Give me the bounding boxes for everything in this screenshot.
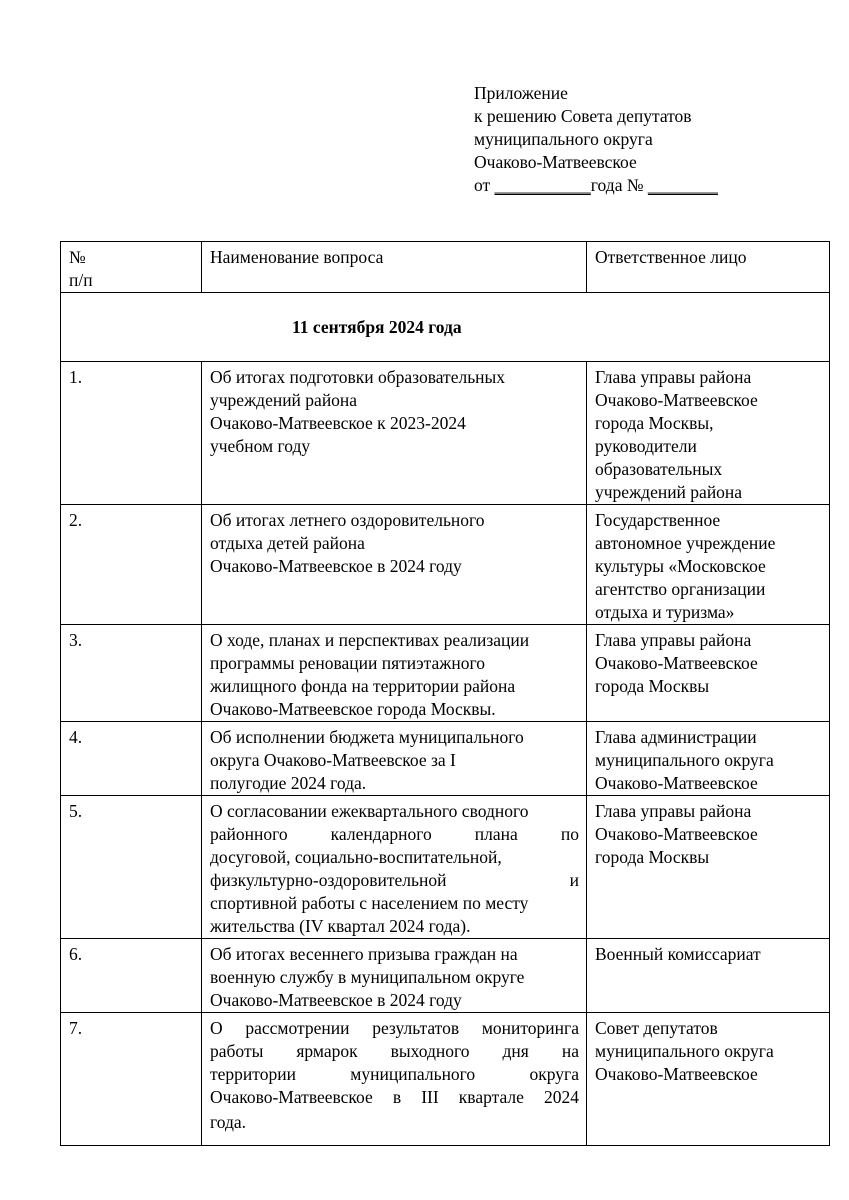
row-responsible xyxy=(587,796,830,939)
table-row xyxy=(61,722,830,796)
question-line: программы реновации пятиэтажного xyxy=(210,653,486,673)
responsible-line: Очаково-Матвеевское xyxy=(595,653,758,673)
responsible-line: учреждений района xyxy=(595,482,743,502)
meeting-date: 11 сентября 2024 года xyxy=(61,293,830,362)
appendix-title: Приложение xyxy=(474,83,568,103)
responsible-line: руководители xyxy=(595,436,697,456)
row-question xyxy=(202,505,587,625)
responsible-line: Военный комиссариат xyxy=(595,944,761,964)
responsible-line: Государственное xyxy=(595,510,721,530)
row-question xyxy=(202,722,587,796)
header-num-line: п/п xyxy=(69,270,93,290)
header-num-line: № xyxy=(69,247,86,267)
question-line: Очаково-Матвеевское к 2023-2024 xyxy=(210,413,466,433)
question-line: Об итогах весеннего призыва граждан на xyxy=(210,944,518,964)
responsible-line: Глава управы района xyxy=(595,367,752,387)
header-num xyxy=(61,242,202,293)
number-blank: ________ xyxy=(647,175,718,195)
question-line: Об исполнении бюджета муниципального xyxy=(210,727,524,747)
header-responsible: Ответственное лицо xyxy=(587,242,830,293)
table-row xyxy=(61,625,830,722)
question-line: военную службу в муниципальном округе xyxy=(210,967,525,987)
from-label: от xyxy=(474,175,495,195)
responsible-line: Очаково-Матвеевское xyxy=(595,1064,758,1084)
row-responsible xyxy=(587,1013,830,1146)
appendix-line: муниципального округа xyxy=(474,129,653,149)
responsible-line: города Москвы xyxy=(595,847,710,867)
row-number: 3. xyxy=(61,625,202,722)
question-line: жительства (IV квартал 2024 года). xyxy=(210,916,471,936)
row-question xyxy=(202,939,587,1013)
question-line: Об итогах подготовки образовательных xyxy=(210,367,506,387)
responsible-line: Очаково-Матвеевское xyxy=(595,824,758,844)
table-row xyxy=(61,939,830,1013)
date-row xyxy=(61,293,830,362)
responsible-line: Очаково-Матвеевское xyxy=(595,773,758,793)
date-blank: ___________ xyxy=(494,175,591,195)
responsible-line: агентство организации xyxy=(595,579,766,599)
row-question xyxy=(202,362,587,505)
row-question xyxy=(202,625,587,722)
question-line: досуговой, социально-воспитательной, xyxy=(210,847,502,867)
responsible-line: отдыха и туризма» xyxy=(595,602,735,622)
row-number: 5. xyxy=(61,796,202,939)
responsible-line: образовательных xyxy=(595,459,723,479)
question-line: года. xyxy=(210,1112,247,1132)
question-line: учебном году xyxy=(210,436,311,456)
question-line: территории муниципального округа xyxy=(210,1064,579,1084)
table-header-row xyxy=(61,242,830,293)
row-question xyxy=(202,796,587,939)
responsible-line: Совет депутатов xyxy=(595,1018,718,1038)
question-line: Очаково-Матвеевское в 2024 году xyxy=(210,556,462,576)
row-number: 2. xyxy=(61,505,202,625)
appendix-line: Очаково-Матвеевское xyxy=(474,152,637,172)
question-line: отдыха детей района xyxy=(210,533,365,553)
header-question: Наименование вопроса xyxy=(202,242,587,293)
question-line: спортивной работы с населением по месту xyxy=(210,893,529,913)
question-line: полугодие 2024 года. xyxy=(210,773,367,793)
question-line: физкультурно-оздоровительной и xyxy=(210,870,579,890)
appendix-line: к решению Совета депутатов xyxy=(474,106,692,126)
row-number: 4. xyxy=(61,722,202,796)
question-line: О рассмотрении результатов мониторинга xyxy=(210,1018,579,1038)
row-responsible xyxy=(587,722,830,796)
question-line: работы ярмарок выходного дня на xyxy=(210,1041,579,1061)
row-responsible xyxy=(587,505,830,625)
table-row xyxy=(61,505,830,625)
row-question xyxy=(202,1013,587,1146)
question-line: учреждений района xyxy=(210,390,358,410)
responsible-line: Глава управы района xyxy=(595,630,752,650)
responsible-line: муниципального округа xyxy=(595,1041,774,1061)
responsible-line: автономное учреждение xyxy=(595,533,776,553)
appendix-header xyxy=(474,82,814,197)
row-number: 7. xyxy=(61,1013,202,1146)
question-line: Очаково-Матвеевское в 2024 году xyxy=(210,990,462,1010)
table-row xyxy=(61,1013,830,1146)
question-line: О согласовании ежеквартального сводного xyxy=(210,801,529,821)
question-line: Об итогах летнего оздоровительного xyxy=(210,510,485,530)
agenda-table xyxy=(60,241,830,1146)
responsible-line: культуры «Московское xyxy=(595,556,766,576)
question-line: районного календарного плана по xyxy=(210,824,579,844)
appendix-date-line xyxy=(474,174,814,197)
responsible-line: Глава управы района xyxy=(595,801,752,821)
responsible-line: Очаково-Матвеевское xyxy=(595,390,758,410)
question-line: округа Очаково-Матвеевское за I xyxy=(210,750,456,770)
responsible-line: города Москвы xyxy=(595,676,710,696)
question-line: О ходе, планах и перспективах реализации xyxy=(210,630,530,650)
question-line: Очаково-Матвеевское города Москвы. xyxy=(210,699,496,719)
row-responsible xyxy=(587,362,830,505)
responsible-line: Глава администрации xyxy=(595,727,757,747)
question-line: Очаково-Матвеевское в III квартале 2024 xyxy=(210,1087,579,1107)
row-responsible xyxy=(587,625,830,722)
table-row xyxy=(61,362,830,505)
row-responsible xyxy=(587,939,830,1013)
responsible-line: муниципального округа xyxy=(595,750,774,770)
year-label: года № xyxy=(590,175,648,195)
question-line: жилищного фонда на территории района xyxy=(210,676,516,696)
row-number: 6. xyxy=(61,939,202,1013)
responsible-line: города Москвы, xyxy=(595,413,714,433)
row-number: 1. xyxy=(61,362,202,505)
table-row xyxy=(61,796,830,939)
